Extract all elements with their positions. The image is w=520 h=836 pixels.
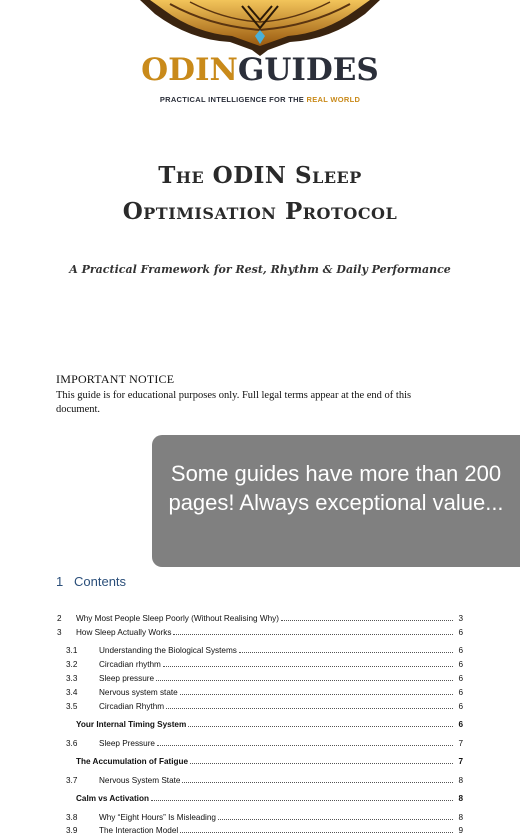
toc-entry-page: 8	[458, 813, 463, 822]
contents-number: 1	[56, 574, 64, 589]
toc-entry-label: The Interaction Model	[99, 826, 179, 835]
tagline-main: PRACTICAL INTELLIGENCE FOR THE	[159, 95, 305, 104]
toc-entry-label: Understanding the Biological Systems	[99, 646, 237, 655]
toc-entry-label: Sleep Pressure	[99, 739, 155, 748]
toc-entry-number: 3	[57, 628, 62, 637]
toc-leader-dots	[151, 799, 453, 801]
toc-entry-page: 6	[458, 702, 463, 711]
toc-leader-dots	[156, 679, 453, 681]
toc-leader-dots	[173, 633, 453, 635]
toc-entry-page: 8	[458, 794, 463, 803]
toc-entry-page: 6	[458, 688, 463, 697]
toc-entry[interactable]	[0, 813, 520, 825]
toc-entry-label: Your Internal Timing System	[76, 720, 187, 729]
toc-entry[interactable]	[0, 720, 520, 732]
notice-body: This guide is for educational purposes only. Full legal terms appear at the end of this document.	[56, 390, 412, 415]
document-subtitle: A Practical Framework for Rest, Rhythm & Daily Performance	[69, 263, 451, 276]
toc-entry-label: Circadian rhythm	[99, 660, 161, 669]
toc-leader-dots	[166, 707, 453, 709]
title-line-2: Optimisation Protocol	[122, 198, 398, 225]
promo-callout	[152, 435, 520, 567]
toc-entry-label: Circadian Rhythm	[99, 702, 165, 711]
toc-entry-label: Sleep pressure	[99, 674, 155, 683]
toc-leader-dots	[182, 781, 453, 783]
document-title	[0, 158, 520, 230]
toc-entry-label: Nervous system state	[99, 688, 178, 697]
toc-entry-page: 7	[458, 757, 463, 766]
toc-leader-dots	[218, 818, 453, 820]
toc-entry-number: 3.5	[66, 702, 78, 711]
toc-leader-dots	[157, 744, 453, 746]
contents-title: Contents	[74, 574, 127, 589]
toc-entry[interactable]	[0, 688, 520, 700]
toc-entry[interactable]	[0, 646, 520, 658]
toc-entry-page: 7	[458, 739, 463, 748]
toc-entry[interactable]	[0, 757, 520, 769]
callout-text: Some guides have more than 200 pages! Always exceptional value...	[168, 461, 504, 515]
logo-brand-second: GUIDES	[237, 52, 379, 88]
toc-entry-number: 2	[57, 614, 62, 623]
toc-leader-dots	[281, 619, 453, 621]
contents-heading	[56, 574, 126, 589]
logo-tagline	[0, 95, 520, 104]
toc-entry-number: 3.9	[66, 826, 78, 835]
toc-leader-dots	[180, 831, 453, 833]
toc-entry-label: How Sleep Actually Works	[76, 628, 172, 637]
toc-entry-page: 8	[458, 776, 463, 785]
logo-brand-first: ODIN	[141, 52, 238, 88]
toc-entry-page: 9	[458, 826, 463, 835]
toc-entry[interactable]	[0, 674, 520, 686]
toc-entry-number: 3.6	[66, 739, 78, 748]
toc-entry-label: Why “Eight Hours” Is Misleading	[99, 813, 216, 822]
toc-leader-dots	[163, 665, 453, 667]
toc-entry[interactable]	[0, 826, 520, 836]
toc-entry[interactable]	[0, 776, 520, 788]
toc-entry-number: 3.8	[66, 813, 78, 822]
toc-leader-dots	[239, 651, 453, 653]
toc-entry[interactable]	[0, 614, 520, 626]
toc-entry-number: 3.4	[66, 688, 78, 697]
toc-entry-page: 3	[458, 614, 463, 623]
toc-entry-page: 6	[458, 674, 463, 683]
toc-entry-page: 6	[458, 646, 463, 655]
toc-entry-label: Calm vs Activation	[76, 794, 149, 803]
tagline-accent: REAL WORLD	[306, 95, 361, 104]
toc-entry-number: 3.1	[66, 646, 78, 655]
notice-heading: IMPORTANT NOTICE	[56, 372, 175, 386]
toc-entry[interactable]	[0, 628, 520, 640]
toc-entry-number: 3.7	[66, 776, 78, 785]
toc-entry-label: The Accumulation of Fatigue	[76, 757, 189, 766]
toc-entry[interactable]	[0, 794, 520, 806]
toc-entry-number: 3.3	[66, 674, 78, 683]
toc-leader-dots	[190, 762, 453, 764]
logo-wordmark	[0, 52, 520, 92]
toc-entry-label: Nervous System State	[99, 776, 181, 785]
toc-entry[interactable]	[0, 739, 520, 751]
emblem-icon	[130, 0, 390, 56]
toc-entry[interactable]	[0, 702, 520, 714]
title-line-1: The ODIN Sleep	[158, 162, 362, 189]
toc-entry-page: 6	[458, 720, 463, 729]
toc-entry-number: 3.2	[66, 660, 78, 669]
toc-entry-label: Why Most People Sleep Poorly (Without Realising Why)	[76, 614, 279, 623]
toc-leader-dots	[188, 725, 453, 727]
toc-leader-dots	[180, 693, 453, 695]
toc-entry-page: 6	[458, 660, 463, 669]
toc-entry[interactable]	[0, 660, 520, 672]
toc-entry-page: 6	[458, 628, 463, 637]
